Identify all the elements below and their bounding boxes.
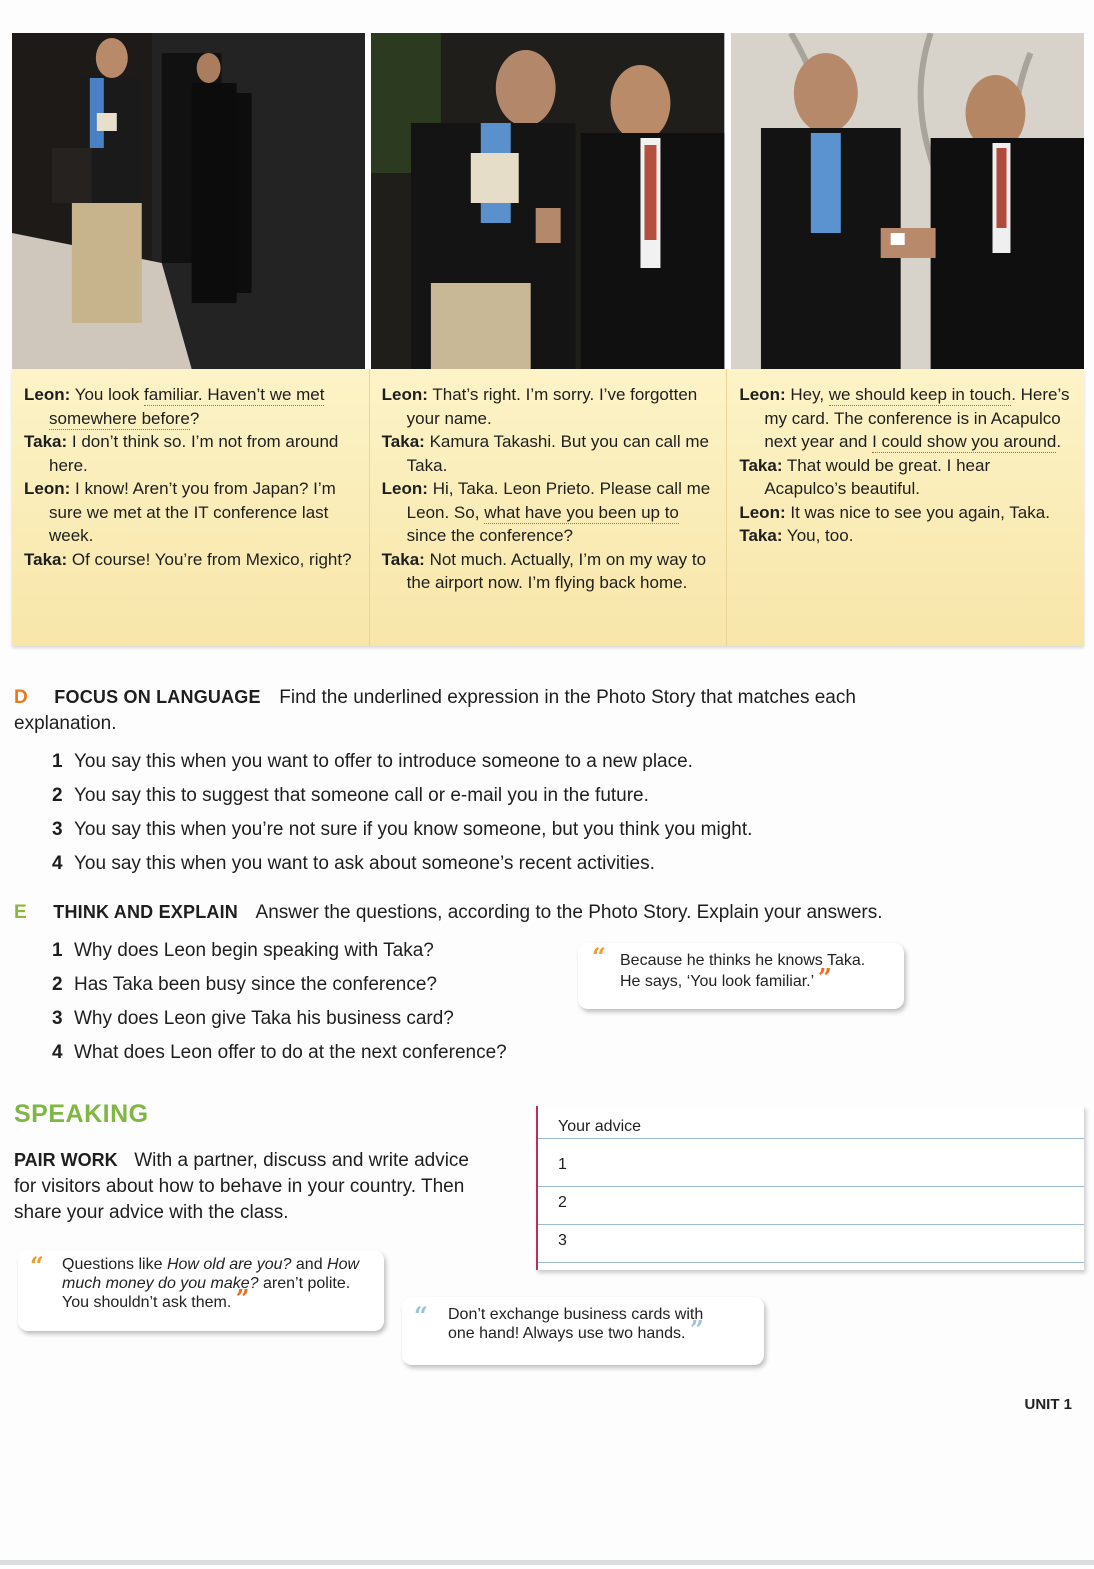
- dialogue-text: . Here’s my card. The conference is in Acapulco next year and: [764, 385, 1070, 451]
- bubble1-text-post: aren’t polite. You shouldn’t ask them.: [62, 1275, 351, 1311]
- question-text: You say this when you want to offer to introduce someone to a new place.: [74, 751, 693, 772]
- bubble1-text-pre: Questions like: [62, 1256, 167, 1273]
- advice-row-3[interactable]: [538, 1232, 1084, 1263]
- bubble2-line2-wrap: [448, 1315, 764, 1344]
- photo-panel-1: [12, 33, 365, 369]
- photo-panel-3: [731, 33, 1084, 369]
- dialogue-line: [739, 501, 1074, 525]
- pair-work-text: With a partner, discuss and write advice for visitors about how to behave in your country. Then share your advice with the class.: [14, 1150, 469, 1223]
- question-text: Why does Leon begin speaking with Taka?: [74, 940, 434, 961]
- speaker-name: Taka:: [739, 526, 783, 545]
- speaker-name: Leon:: [739, 502, 786, 522]
- bubble1-italic1: How old are you?: [166, 1256, 292, 1273]
- open-quote-icon: “: [30, 1251, 44, 1280]
- close-quote-icon: ”: [689, 1315, 704, 1344]
- section-d-letter: D: [14, 687, 28, 708]
- dialogue-text: Of course! You’re from Mexico, right?: [71, 549, 352, 569]
- caption-panel-3: [726, 369, 1084, 646]
- section-d-instruction: Find the underlined expression in the Photo Story that matches each explanation.: [14, 687, 856, 734]
- speaker-name: Leon:: [739, 385, 786, 404]
- dialogue-text: You look: [74, 385, 145, 404]
- advice-row-2[interactable]: [538, 1194, 1084, 1225]
- dialogue-text: That would be great. I hear Acapulco’s beautiful.: [764, 455, 991, 498]
- dialogue-line: [24, 477, 359, 548]
- dialogue-text: Hi, Taka. Leon Prieto. Please call me Leon. So,: [406, 479, 711, 522]
- question-item: [52, 1008, 1014, 1034]
- unit-label: UNIT 1: [1024, 1396, 1072, 1413]
- bubble2-line2: one hand! Always use two hands.: [448, 1325, 686, 1342]
- underlined-expression: we should keep in touch: [828, 385, 1012, 404]
- advice-row-1[interactable]: [538, 1156, 1084, 1187]
- section-d: [14, 684, 914, 887]
- dialogue-text: Kamura Takashi. But you can call me Taka.: [406, 432, 709, 475]
- dialogue-line: [739, 454, 1074, 501]
- dialogue-line: [382, 477, 717, 548]
- dialogue-text: I don’t think so. I’m not from around here.: [49, 432, 339, 475]
- dialogue-line: [382, 383, 717, 430]
- question-item: [52, 819, 914, 845]
- close-quote-icon: ”: [818, 963, 832, 992]
- speaking-bubble-1: [18, 1250, 384, 1331]
- speaker-name: Taka:: [24, 549, 68, 569]
- question-number: 4: [52, 853, 63, 874]
- question-item: [52, 1042, 1014, 1068]
- section-e-instruction: Answer the questions, according to the Photo Story. Explain your answers.: [255, 902, 883, 923]
- bubble1-italic2: How much money do you make?: [62, 1256, 360, 1292]
- section-e-letter: E: [14, 902, 27, 923]
- bottom-rule: [0, 1560, 1094, 1565]
- question-number: 3: [52, 1008, 63, 1029]
- advice-table: [536, 1106, 1084, 1270]
- photo-story-photos: [12, 33, 1084, 369]
- speaker-name: Taka:: [24, 432, 68, 451]
- example-answer-bubble: [578, 943, 904, 1009]
- speaker-name: Leon:: [381, 385, 428, 404]
- speaking-bubble-2: [402, 1297, 764, 1365]
- speaking-title: SPEAKING: [14, 1100, 149, 1128]
- section-d-heading: FOCUS ON LANGUAGE: [54, 687, 261, 707]
- dialogue-text: Hey,: [790, 385, 829, 404]
- dialogue-text: It was nice to see you again, Taka.: [790, 502, 1050, 522]
- question-text: Why does Leon give Taka his business card?: [74, 1008, 454, 1029]
- question-item: [52, 785, 914, 811]
- underlined-expression: I could show you around: [872, 432, 1057, 451]
- dialogue-line: [24, 548, 359, 572]
- section-d-list: [52, 751, 914, 879]
- question-item: [52, 853, 914, 879]
- question-text: You say this when you’re not sure if you know someone, but you think you might.: [74, 819, 753, 840]
- question-number: 1: [52, 751, 63, 772]
- bubble1-text-mid: and: [291, 1256, 328, 1273]
- question-number: 3: [52, 819, 63, 840]
- dialogue-line: [739, 524, 1074, 548]
- dialogue-text: That’s right. I’m sorry. I’ve forgotten your name.: [406, 385, 698, 428]
- question-number: 2: [52, 974, 63, 995]
- question-text: You say this to suggest that someone call or e-mail you in the future.: [74, 785, 649, 806]
- dialogue-line: [24, 383, 359, 430]
- open-quote-icon: “: [592, 942, 606, 971]
- dialogue-text: ?: [189, 408, 200, 428]
- photo-panel-2: [371, 33, 724, 369]
- question-item: [52, 751, 914, 777]
- advice-row-number: 1: [558, 1156, 567, 1173]
- advice-row-number: 3: [558, 1232, 567, 1249]
- open-quote-icon: “: [414, 1301, 428, 1330]
- speaker-name: Leon:: [24, 479, 71, 498]
- advice-table-header: Your advice: [538, 1118, 1084, 1139]
- dialogue-text: I know! Aren’t you from Japan? I’m sure we met at the IT conference last week.: [49, 479, 336, 545]
- question-text: What does Leon offer to do at the next conference?: [74, 1042, 507, 1063]
- question-number: 1: [52, 940, 63, 961]
- speaker-name: Taka:: [739, 455, 783, 475]
- dialogue-text: Not much. Actually, I’m on my way to the airport now. I’m flying back home.: [406, 549, 707, 592]
- example-answer-line2: He says, ‘You look familiar.’: [620, 973, 814, 990]
- bubble2-line1: Don’t exchange business cards with: [448, 1306, 704, 1323]
- dialogue-text: You, too.: [786, 526, 854, 545]
- question-text: Has Taka been busy since the conference?: [74, 974, 437, 995]
- dialogue-line: [24, 430, 359, 477]
- caption-panel-1: [12, 369, 369, 646]
- dialogue-text: since the conference?: [406, 526, 574, 545]
- speaker-name: Leon:: [381, 479, 428, 498]
- underlined-expression: familiar. Haven’t we met somewhere before: [49, 385, 325, 428]
- dialogue-line: [382, 430, 717, 477]
- pair-work-label: PAIR WORK: [14, 1150, 118, 1170]
- photo-story-captions: [12, 369, 1084, 646]
- question-number: 4: [52, 1042, 63, 1063]
- question-number: 2: [52, 785, 63, 806]
- dialogue-line: [739, 383, 1074, 454]
- question-text: You say this when you want to ask about someone’s recent activities.: [74, 853, 655, 874]
- section-e-heading: THINK AND EXPLAIN: [53, 902, 238, 922]
- dialogue-line: [382, 548, 717, 595]
- advice-row-number: 2: [558, 1194, 567, 1211]
- caption-panel-2: [369, 369, 727, 646]
- dialogue-text: .: [1056, 432, 1062, 451]
- example-answer-line1: Because he thinks he knows Taka.: [620, 952, 866, 969]
- underlined-expression: what have you been up to: [484, 502, 679, 522]
- speaker-name: Taka:: [381, 549, 425, 569]
- pair-work-instruction: [14, 1147, 474, 1226]
- close-quote-icon: ”: [235, 1284, 250, 1313]
- speaker-name: Taka:: [381, 432, 425, 451]
- speaker-name: Leon:: [24, 385, 71, 404]
